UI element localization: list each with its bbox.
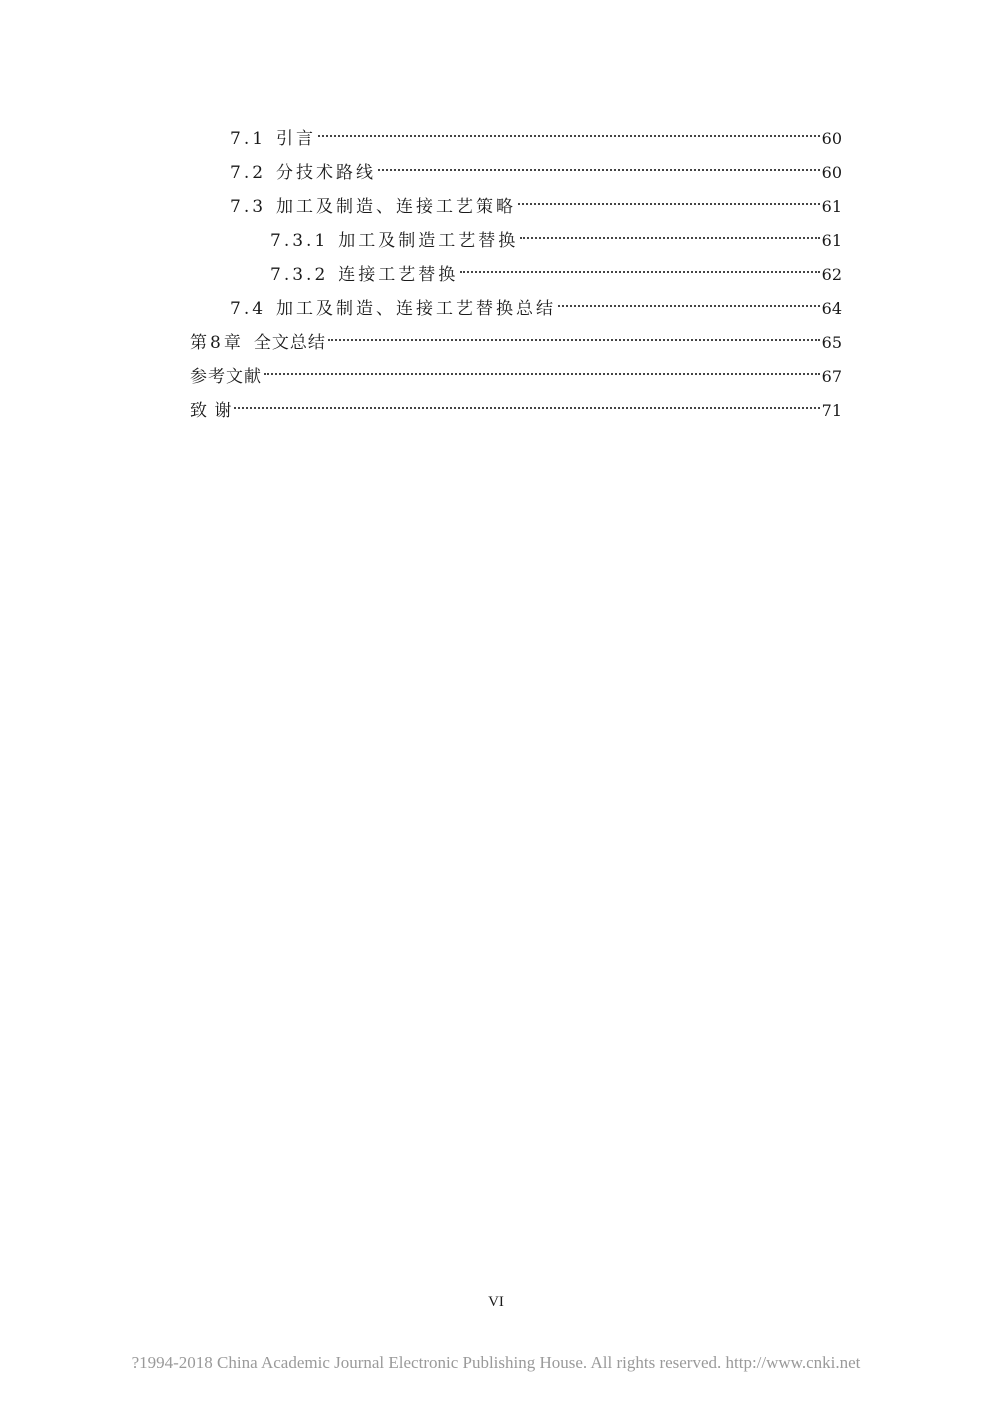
page-number: VI bbox=[488, 1294, 504, 1310]
toc-entry-title: 加工及制造、连接工艺策略 bbox=[276, 197, 517, 217]
toc-entry-page: 61 bbox=[821, 197, 842, 216]
toc-entry-title: 分技术路线 bbox=[276, 163, 377, 183]
toc-entry-chapter-8[interactable] bbox=[190, 326, 842, 360]
toc-entry-title: 加工及制造、连接工艺替换总结 bbox=[276, 299, 557, 319]
toc-entry-7-3-2[interactable] bbox=[190, 258, 842, 292]
toc-entry-number: 7.2 bbox=[230, 163, 267, 183]
toc-entry-page: 71 bbox=[821, 401, 842, 420]
toc-entry-title: 加工及制造工艺替换 bbox=[338, 231, 519, 251]
toc-entry-7-3-1[interactable] bbox=[190, 224, 842, 258]
toc-entry-7-3[interactable] bbox=[190, 190, 842, 224]
toc-entry-references[interactable] bbox=[190, 360, 842, 394]
toc-entry-7-1[interactable] bbox=[190, 122, 842, 156]
toc-entry-number: 第8章 bbox=[190, 333, 244, 353]
dot-leader bbox=[328, 339, 820, 341]
toc-entry-title: 引言 bbox=[276, 129, 317, 149]
dot-leader bbox=[558, 305, 820, 307]
dot-leader bbox=[318, 135, 820, 137]
toc-entry-title: 全文总结 bbox=[253, 333, 326, 353]
toc-entry-page: 60 bbox=[821, 129, 842, 148]
toc-entry-acknowledgements[interactable] bbox=[190, 394, 842, 428]
toc-entry-number: 7.3.1 bbox=[270, 231, 329, 251]
dot-leader bbox=[234, 407, 819, 409]
toc-entry-title: 参考文献 bbox=[190, 367, 262, 387]
dot-leader bbox=[520, 237, 819, 239]
toc-entry-page: 61 bbox=[821, 231, 842, 250]
toc-entry-number: 7.3.2 bbox=[270, 265, 329, 285]
toc-entry-page: 60 bbox=[821, 163, 842, 182]
toc-entry-number: 7.3 bbox=[230, 197, 267, 217]
toc-entry-number: 7.4 bbox=[230, 299, 267, 319]
toc-entry-title: 致 谢 bbox=[190, 401, 233, 421]
dot-leader bbox=[378, 169, 820, 171]
toc-entry-page: 65 bbox=[821, 333, 842, 352]
dot-leader bbox=[518, 203, 820, 205]
copyright-footer: ?1994-2018 China Academic Journal Electronic Publishing House. All rights reserved. http://www.cnki.net bbox=[131, 1353, 861, 1372]
toc-entry-number: 7.1 bbox=[230, 129, 267, 149]
dot-leader bbox=[264, 373, 820, 375]
toc-entry-page: 67 bbox=[821, 367, 842, 386]
toc-entry-title: 连接工艺替换 bbox=[338, 265, 459, 285]
toc-entry-page: 64 bbox=[821, 299, 842, 318]
table-of-contents bbox=[190, 122, 842, 428]
toc-entry-7-2[interactable] bbox=[190, 156, 842, 190]
toc-entry-7-4[interactable] bbox=[190, 292, 842, 326]
dot-leader bbox=[460, 271, 819, 273]
toc-entry-page: 62 bbox=[821, 265, 842, 284]
